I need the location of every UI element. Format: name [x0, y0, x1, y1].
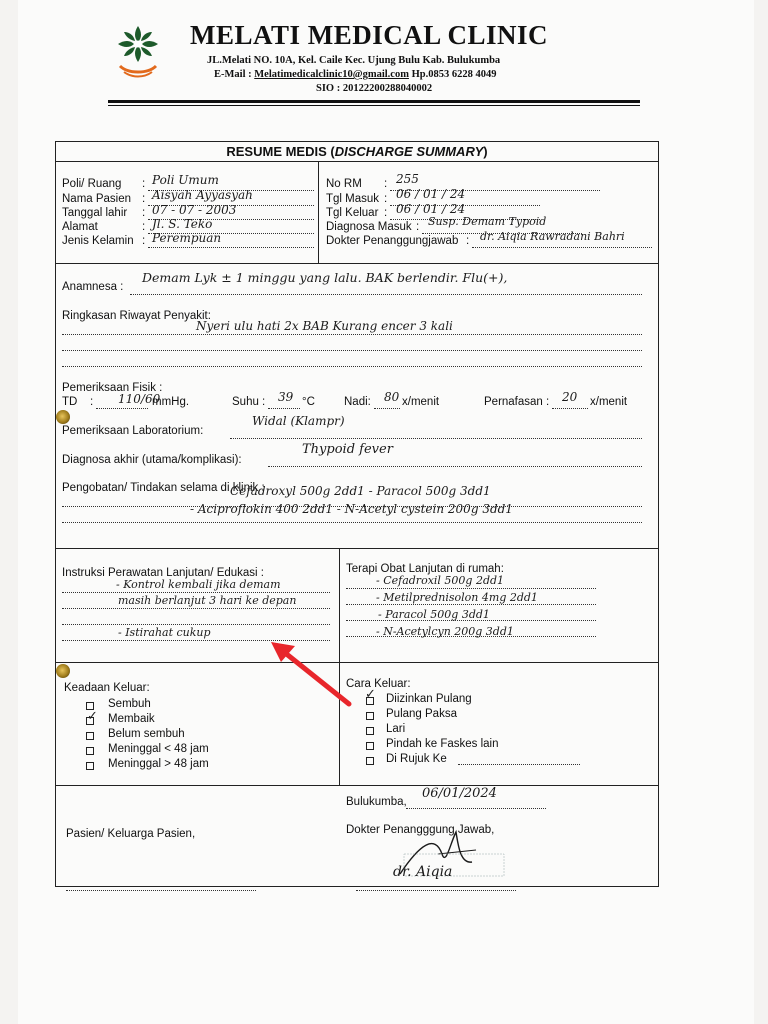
- instructions-line-3: - Istirahat cukup: [118, 626, 211, 639]
- email-label: E-Mail :: [214, 69, 252, 80]
- clinic-address: JL.Melati NO. 10A, Kel. Caile Kec. Ujung Bulu Kab. Bulukumba: [207, 55, 501, 66]
- gender-value: Perempuan: [152, 231, 222, 245]
- address-value: Jl. S. Teko: [152, 217, 213, 231]
- punch-hole: [56, 410, 70, 424]
- exit-checkbox-lari[interactable]: [366, 727, 374, 735]
- respiration-label: Pernafasan :: [484, 396, 550, 408]
- red-arrow-icon: [265, 638, 355, 710]
- clinic-sio: SIO : 20122200288040002: [316, 83, 433, 94]
- home-rx-item: - Metilprednisolon 4mg 2dd1: [376, 591, 538, 604]
- exit-option: Pindah ke Faskes lain: [386, 738, 499, 750]
- name-label: Nama Pasien: [62, 193, 132, 205]
- exit-option: Pulang Paksa: [386, 708, 457, 720]
- state-checkbox-meninggal-lt48[interactable]: [86, 747, 94, 755]
- lab-value: Widal (Klampr): [252, 414, 345, 428]
- home-rx-item: - Paracol 500g 3dd1: [378, 608, 490, 621]
- anamnesa-label: Anamnesa :: [62, 281, 124, 293]
- exit-method-label: Cara Keluar:: [346, 678, 411, 690]
- home-rx-item: - Cefadroxil 500g 2dd1: [376, 574, 505, 587]
- clinic-contact: [214, 69, 768, 80]
- temperature-label: Suhu :: [232, 396, 266, 408]
- poli-value: Poli Umum: [152, 173, 219, 187]
- clinic-logo-icon: [112, 22, 164, 84]
- discharge-date-label: Tgl Keluar: [326, 207, 379, 219]
- clinic-email: Melatimedicalclinic10@gmail.com: [254, 69, 409, 80]
- temperature-value: 39: [278, 390, 294, 404]
- patient-sign-label: Pasien/ Keluarga Pasien,: [66, 828, 196, 840]
- exit-checkbox-pindah-faskes[interactable]: [366, 742, 374, 750]
- home-rx-item: - N-Acetylcyn 200g 3dd1: [376, 625, 514, 638]
- entry-diagnosis-label: Diagnosa Masuk: [326, 221, 412, 233]
- punch-hole: [56, 664, 70, 678]
- rm-value: 255: [396, 172, 419, 186]
- header-rule-thin: [108, 105, 640, 106]
- gender-label: Jenis Kelamin: [62, 235, 134, 247]
- instructions-label: Instruksi Perawatan Lanjutan/ Edukasi :: [62, 567, 265, 579]
- treatment-line-1: Cefadroxyl 500g 2dd1 - Paracol 500g 3dd1: [230, 484, 491, 498]
- history-value: Nyeri ulu hati 2x BAB Kurang encer 3 kali: [196, 319, 453, 333]
- poli-label: Poli/ Ruang: [62, 178, 122, 190]
- respiration-value: 20: [562, 390, 578, 404]
- admission-date-label: Tgl Masuk: [326, 193, 380, 205]
- entry-diagnosis-value: Susp. Demam Typoid: [428, 215, 547, 228]
- exit-checkbox-dirujuk[interactable]: [366, 757, 374, 765]
- doctor-in-charge-label: Dokter Penanggungjawab: [326, 235, 459, 247]
- dob-value: 07 - 07 - 2003: [152, 203, 237, 217]
- final-diagnosis-value: Thypoid fever: [302, 442, 393, 457]
- admission-date-value: 06 / 01 / 24: [396, 187, 466, 201]
- discharge-summary-form: RESUME MEDIS (DISCHARGE SUMMARY) Poli/ Ruang Nama Pasien Tanggal lahir Alamat Jenis Kelamin : : : : : Poli Umum Aisyah Ayyasyah 07 - 07 - 2003 Jl. S. Teko Perempuan No RM Tgl Masuk Tgl Keluar Diagnosa Masuk Dokter Penanggungjawab : : : : : 255 06 / 01 / 24 06 / 01 / 24 Susp. Demam Typoid dr. Aiqia Rawradani Bahri Anamnesa : Demam Lyk ± 1 minggu yang lalu. BAK berlendir. Flu(+), Ringkasan Riwayat Penyakit: Nyeri ulu hati 2x BAB Kurang encer 3 kali Pemeriksaan Fisik : TD : 110/60 mmHg. Suhu : 39 °C Nadi: 80 x/menit Pernafasan : 20 x/menit Pemeriksaan Laboratorium: Widal (Klampr) Diagnosa akhir (utama/komplikasi): Thypoid fever Pengobatan/ Tindakan selama di klinik : Cefadroxyl 500g 2dd1 - Paracol 500g 3dd1 - Aciproflokin 400 2dd1 - N-Acetyl cystein 200g 3dd1 Instruksi Perawatan Lanjutan/ Edukasi : - Kontrol kembali jika demam masih berlanjut 3 hari ke depan - Istirahat cukup Terapi Obat Lanjutan di rumah: - Cefadroxil 500g 2dd1 - Metilprednisolon 4mg 2dd1 - Paracol 500g 3dd1 - N-Acetylcyn 200g 3dd1 Keadaan Keluar: ✓ Sembuh Membaik Belum sembuh Meninggal < 48 jam Meninggal > 48 jam Cara Keluar: ✓ Diizinkan Pulang Pulang Paksa Lari Pindah ke Faskes lain Di Rujuk Ke Bulukumba, 06/01/2024 Pasien/ Keluarga Pasien, Dokter Penangggung Jawab,: [55, 141, 659, 887]
- temperature-unit: °C: [302, 396, 315, 408]
- treatment-label: Pengobatan/ Tindakan selama di klinik :: [62, 482, 265, 494]
- dob-label: Tanggal lahir: [62, 207, 128, 219]
- bp-value: 110/60: [118, 392, 161, 406]
- history-label: Ringkasan Riwayat Penyakit:: [62, 310, 211, 322]
- state-option: Meninggal < 48 jam: [108, 743, 209, 755]
- doctor-signature-name: dr. Aiqia: [393, 864, 453, 880]
- pulse-label: Nadi:: [344, 396, 371, 408]
- discharge-date-value: 06 / 01 / 24: [396, 202, 466, 216]
- state-checkbox-meninggal-gt48[interactable]: [86, 762, 94, 770]
- bp-label: TD: [62, 396, 78, 408]
- instructions-line-1: - Kontrol kembali jika demam: [116, 578, 281, 591]
- pulse-value: 80: [384, 390, 400, 404]
- clinic-phone: Hp.0853 6228 4049: [411, 69, 497, 80]
- state-option: Meninggal > 48 jam: [108, 758, 209, 770]
- state-checkbox-belum-sembuh[interactable]: [86, 732, 94, 740]
- state-option: Membaik: [108, 713, 155, 725]
- doctor-in-charge-value: dr. Aiqia Rawradani Bahri: [480, 230, 625, 243]
- final-diagnosis-label: Diagnosa akhir (utama/komplikasi):: [62, 454, 242, 466]
- checkmark-icon: ✓: [365, 687, 376, 702]
- exit-option: Lari: [386, 723, 406, 735]
- address-label: Alamat: [62, 221, 98, 233]
- checkmark-icon: ✓: [87, 709, 98, 724]
- exit-option: Di Rujuk Ke: [386, 753, 447, 765]
- exit-checkbox-pulang-paksa[interactable]: [366, 712, 374, 720]
- instructions-line-2: masih berlanjut 3 hari ke depan: [118, 594, 297, 607]
- state-option: Belum sembuh: [108, 728, 185, 740]
- anamnesa-value: Demam Lyk ± 1 minggu yang lalu. BAK berlendir. Flu(+),: [142, 270, 508, 285]
- bp-unit: mmHg.: [152, 396, 190, 408]
- header-rule-thick: [108, 100, 640, 103]
- form-title: RESUME MEDIS (DISCHARGE SUMMARY): [226, 144, 488, 159]
- clinic-name: MELATI MEDICAL CLINIC: [190, 20, 549, 50]
- doctor-sign-label: Dokter Penangggung Jawab,: [346, 824, 495, 836]
- place-date-value: 06/01/2024: [422, 786, 497, 801]
- respiration-unit: x/menit: [590, 396, 628, 408]
- home-therapy-label: Terapi Obat Lanjutan di rumah:: [346, 563, 504, 575]
- lab-label: Pemeriksaan Laboratorium:: [62, 425, 204, 437]
- pulse-unit: x/menit: [402, 396, 440, 408]
- exit-option: Diizinkan Pulang: [386, 693, 472, 705]
- rm-label: No RM: [326, 178, 362, 190]
- discharge-state-label: Keadaan Keluar:: [64, 682, 150, 694]
- state-option: Sembuh: [108, 698, 151, 710]
- place-date-label: Bulukumba,: [346, 796, 407, 808]
- physical-exam-label: Pemeriksaan Fisik :: [62, 382, 163, 394]
- patient-name-value: Aisyah Ayyasyah: [152, 188, 253, 202]
- treatment-line-2: - Aciproflokin 400 2dd1 - N-Acetyl cystein 200g 3dd1: [190, 502, 513, 516]
